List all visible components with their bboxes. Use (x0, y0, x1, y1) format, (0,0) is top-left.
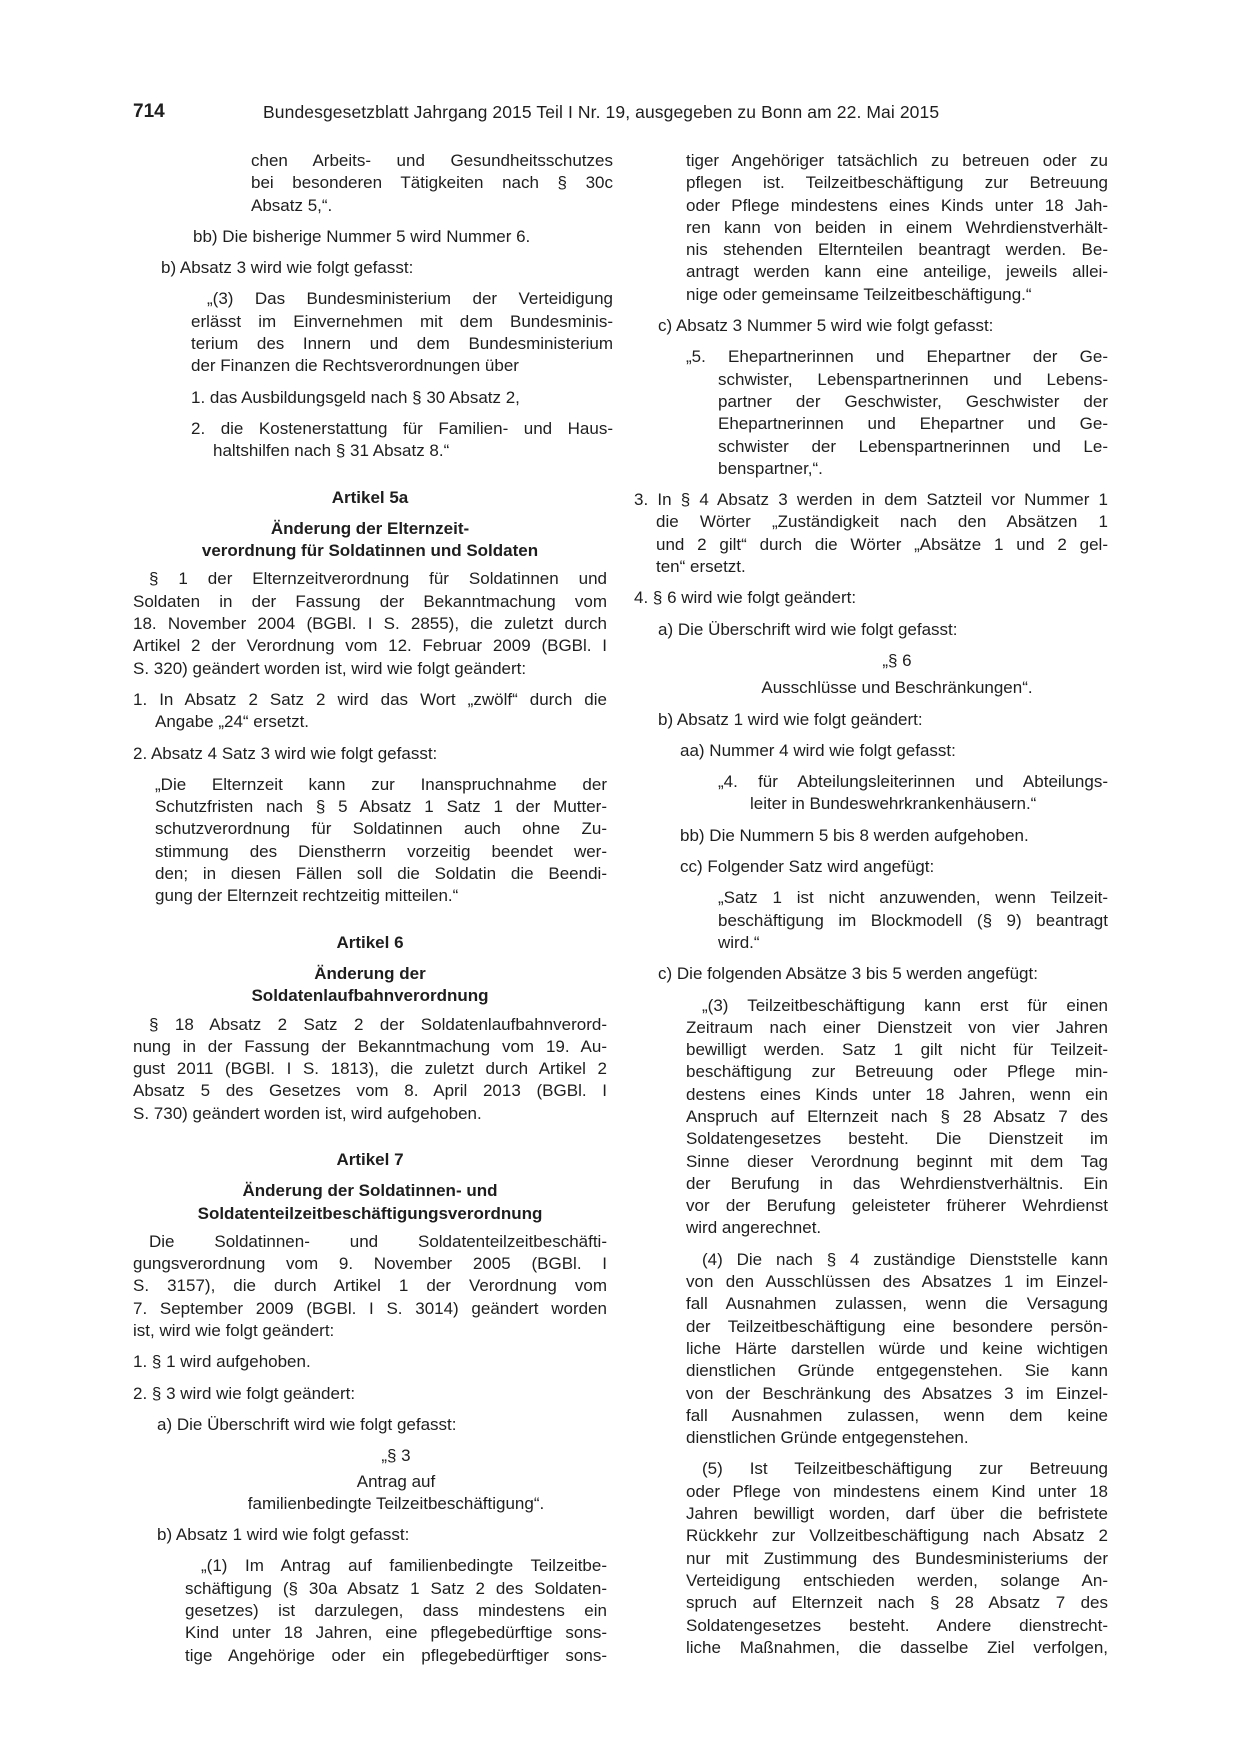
list-item: 2. § 3 wird wie folgt geändert: (133, 1383, 356, 1403)
quoted-paragraph: „Die Elternzeit kann zur Inanspruchnahme der Schutzfristen nach § 5 Absatz 1 Satz 1 der Mutter- schutzverordnung für Soldatinnen auch ohne Zu- stimmung des Dienstherrn vorzeitig beendet wer- den; in diesen Fällen soll die Soldatin die Beendi- gung der Elternzeit rechtzeitig mitteilen.“ (155, 774, 607, 906)
list-item: 3. In § 4 Absatz 3 werden in dem Satzteil vor Nummer 1 die Wörter „Zuständigkeit nach den Absätzen 1 und 2 gilt“ durch die Wörter „Absätze 1 und 2 gel- ten“ ersetzt. (634, 490, 1108, 577)
list-item: c) Absatz 3 Nummer 5 wird wie folgt gefasst: (658, 316, 994, 336)
list-item: cc) Folgender Satz wird angefügt: (680, 857, 935, 877)
article-title: Änderung der Soldatenlaufbahnverordnung (251, 963, 489, 1006)
quoted-paragraph: „(3) Das Bundesministerium der Verteidigung erlässt im Einvernehmen mit dem Bundesminis- terium des Innern und dem Bundesministerium der Finanzen die Rechtsverordnungen über (191, 289, 613, 376)
paragraph: Die Soldatinnen- und Soldatenteilzeitbeschäfti- gungsverordnung vom 9. November 2005 (BGBl. I S. 3157), die durch Artikel 1 der Verordnung vom 7. September 2009 (BGBl. I S. 3014) geändert worden ist, wird wie folgt geändert: (133, 1231, 607, 1341)
list-item: bb) Die Nummern 5 bis 8 werden aufgehoben. (680, 825, 1029, 845)
article-heading: Artikel 5a (331, 487, 409, 507)
list-item: 2. die Kostenerstattung für Familien- und Haus- haltshilfen nach § 31 Absatz 8.“ (191, 418, 613, 461)
article-heading: Artikel 7 (336, 1149, 404, 1169)
quoted-paragraph: „(3) Teilzeitbeschäftigung kann erst für einen Zeitraum nach einer Dienstzeit von vier Jahren bewilligt werden. Satz 1 gilt nicht für Teilzeit- beschäftigung zur Betreuung oder Pflege min- destens eines Kinds unter 18 Jahren, wenn ein Anspruch auf Elternzeit nach § 28 Absatz 7 des Soldatengesetzes besteht. Die Dienstzeit im Sinne dieser Verordnung beginnt mit dem Tag der Berufung in das Wehrdienstverhältnis. Ein vor der Berufung geleisteter früherer Wehrdienst wird angerechnet. (686, 995, 1108, 1238)
list-item: bb) Die bisherige Nummer 5 wird Nummer 6. (193, 226, 531, 246)
list-item: b) Absatz 3 wird wie folgt gefasst: (161, 258, 414, 278)
paragraph: § 18 Absatz 2 Satz 2 der Soldatenlaufbahnverord- nung in der Fassung der Bekanntmachung vom 19. Au- gust 2011 (BGBl. I S. 1813), die zuletzt durch Artikel 2 Absatz 5 des Gesetzes vom 8. April 2013 (BGBl. I S. 730) geändert worden ist, wird aufgehoben. (133, 1014, 607, 1123)
list-item: a) Die Überschrift wird wie folgt gefasst: (157, 1414, 457, 1434)
quoted-paragraph: „4. für Abteilungsleiterinnen und Abteilungs- leiter in Bundeswehrkrankenhäusern.“ (718, 772, 1108, 814)
quoted-heading: „§ 6 Ausschlüsse und Beschränkungen“. (761, 650, 1033, 698)
list-item: a) Die Überschrift wird wie folgt gefasst: (658, 619, 958, 639)
article-title: Änderung der Elternzeit- verordnung für Soldatinnen und Soldaten (201, 518, 539, 561)
list-item: c) Die folgenden Absätze 3 bis 5 werden angefügt: (658, 964, 1038, 984)
quoted-heading: „§ 3 Antrag auf familienbedingte Teilzeitbeschäftigung“. (247, 1446, 545, 1513)
article-heading: Artikel 6 (336, 932, 404, 952)
list-item: 4. § 6 wird wie folgt geändert: (634, 588, 857, 608)
quoted-paragraph: „(1) Im Antrag auf familienbedingte Teilzeitbe- schäftigung (§ 30a Absatz 1 Satz 2 des Soldaten- gesetzes) ist darzulegen, dass mindestens ein Kind unter 18 Jahren, eine pflegebedürftige sons- tige Angehörige oder ein pflegebedürftiger sons- (185, 1556, 607, 1665)
quoted-paragraph: tiger Angehöriger tatsächlich zu betreuen oder zu pflegen ist. Teilzeitbeschäftigung zur Betreuung oder Pflege mindestens eines Kinds unter 18 Jah- ren kann von beiden in einem Wehrdienstverhält- nis stehenden Elternteilen beantragt werden. Be- antragt werden kann eine anteilige, jeweils allei- nige oder gemeinsame Teilzeitbeschäftigung.“ (686, 151, 1108, 304)
list-item: 1. In Absatz 2 Satz 2 wird das Wort „zwölf“ durch die Angabe „24“ ersetzt. (133, 689, 607, 732)
list-item: 1. § 1 wird aufgehoben. (133, 1352, 311, 1372)
list-item: b) Absatz 1 wird wie folgt geändert: (658, 709, 923, 729)
article-title: Änderung der Soldatinnen- und Soldatenteilzeitbeschäftigungsverordnung (197, 1181, 543, 1223)
right-column (634, 150, 1108, 1659)
quoted-paragraph: „Satz 1 ist nicht anzuwenden, wenn Teilzeit- beschäftigung im Blockmodell (§ 9) beantragt wird.“ (718, 888, 1108, 952)
quoted-paragraph: (5) Ist Teilzeitbeschäftigung zur Betreuung oder Pflege von mindestens einem Kind unter 18 Jahren bewilligt worden, darf über die befristete Rückkehr zur Vollzeitbeschäftigung nach Absatz 2 nur mit Zustimmung des Bundesministeriums der Verteidigung entschieden werden, solange An- spruch auf Elternzeit nach § 28 Absatz 7 des Soldatengesetzes besteht. Andere dienstrecht- liche Maßnahmen, die dasselbe Ziel verfolgen, (686, 1459, 1108, 1657)
quoted-paragraph: (4) Die nach § 4 zuständige Dienststelle kann von den Ausschlüssen des Absatzes 1 im Einzel- fall Ausnahmen zulassen, wenn die Versagung der Teilzeitbeschäftigung eine besondere persön- liche Härte darstellen würde und keine wichtigen dienstlichen Gründe entgegenstehen. Sie kann von der Beschränkung des Absatzes 3 im Einzel- fall Ausnahmen zulassen, wenn dem keine dienstlichen Gründe entgegenstehen. (686, 1249, 1108, 1448)
list-item: 2. Absatz 4 Satz 3 wird wie folgt gefasst: (133, 743, 438, 763)
list-item: b) Absatz 1 wird wie folgt gefasst: (157, 1525, 410, 1545)
paragraph: § 1 der Elternzeitverordnung für Soldatinnen und Soldaten in der Fassung der Bekanntmachung vom 18. November 2004 (BGBl. I S. 2855), die zuletzt durch Artikel 2 der Verordnung vom 12. Februar 2009 (BGBl. I S. 320) geändert worden ist, wird wie folgt geändert: (133, 569, 607, 678)
quoted-paragraph: „5. Ehepartnerinnen und Ehepartner der Ge- schwister, Lebenspartnerinnen und Lebens- partner der Geschwister, Geschwister der Ehepartnerinnen und Ehepartner und Ge- schwister der Lebenspartnerinnen und Le- benspartner,“. (686, 347, 1108, 478)
running-head: Bundesgesetzblatt Jahrgang 2015 Teil I Nr. 19, ausgegeben zu Bonn am 22. Mai 2015 (263, 102, 940, 122)
list-item: aa) Nummer 4 wird wie folgt gefasst: (680, 740, 956, 760)
page-number: 714 (133, 101, 165, 122)
left-column (133, 150, 613, 1667)
list-item: chen Arbeits- und Gesundheitsschutzes bei besonderen Tätigkeiten nach § 30c Absatz 5,“. (251, 151, 613, 215)
list-item: 1. das Ausbildungsgeld nach § 30 Absatz 2, (191, 387, 520, 407)
